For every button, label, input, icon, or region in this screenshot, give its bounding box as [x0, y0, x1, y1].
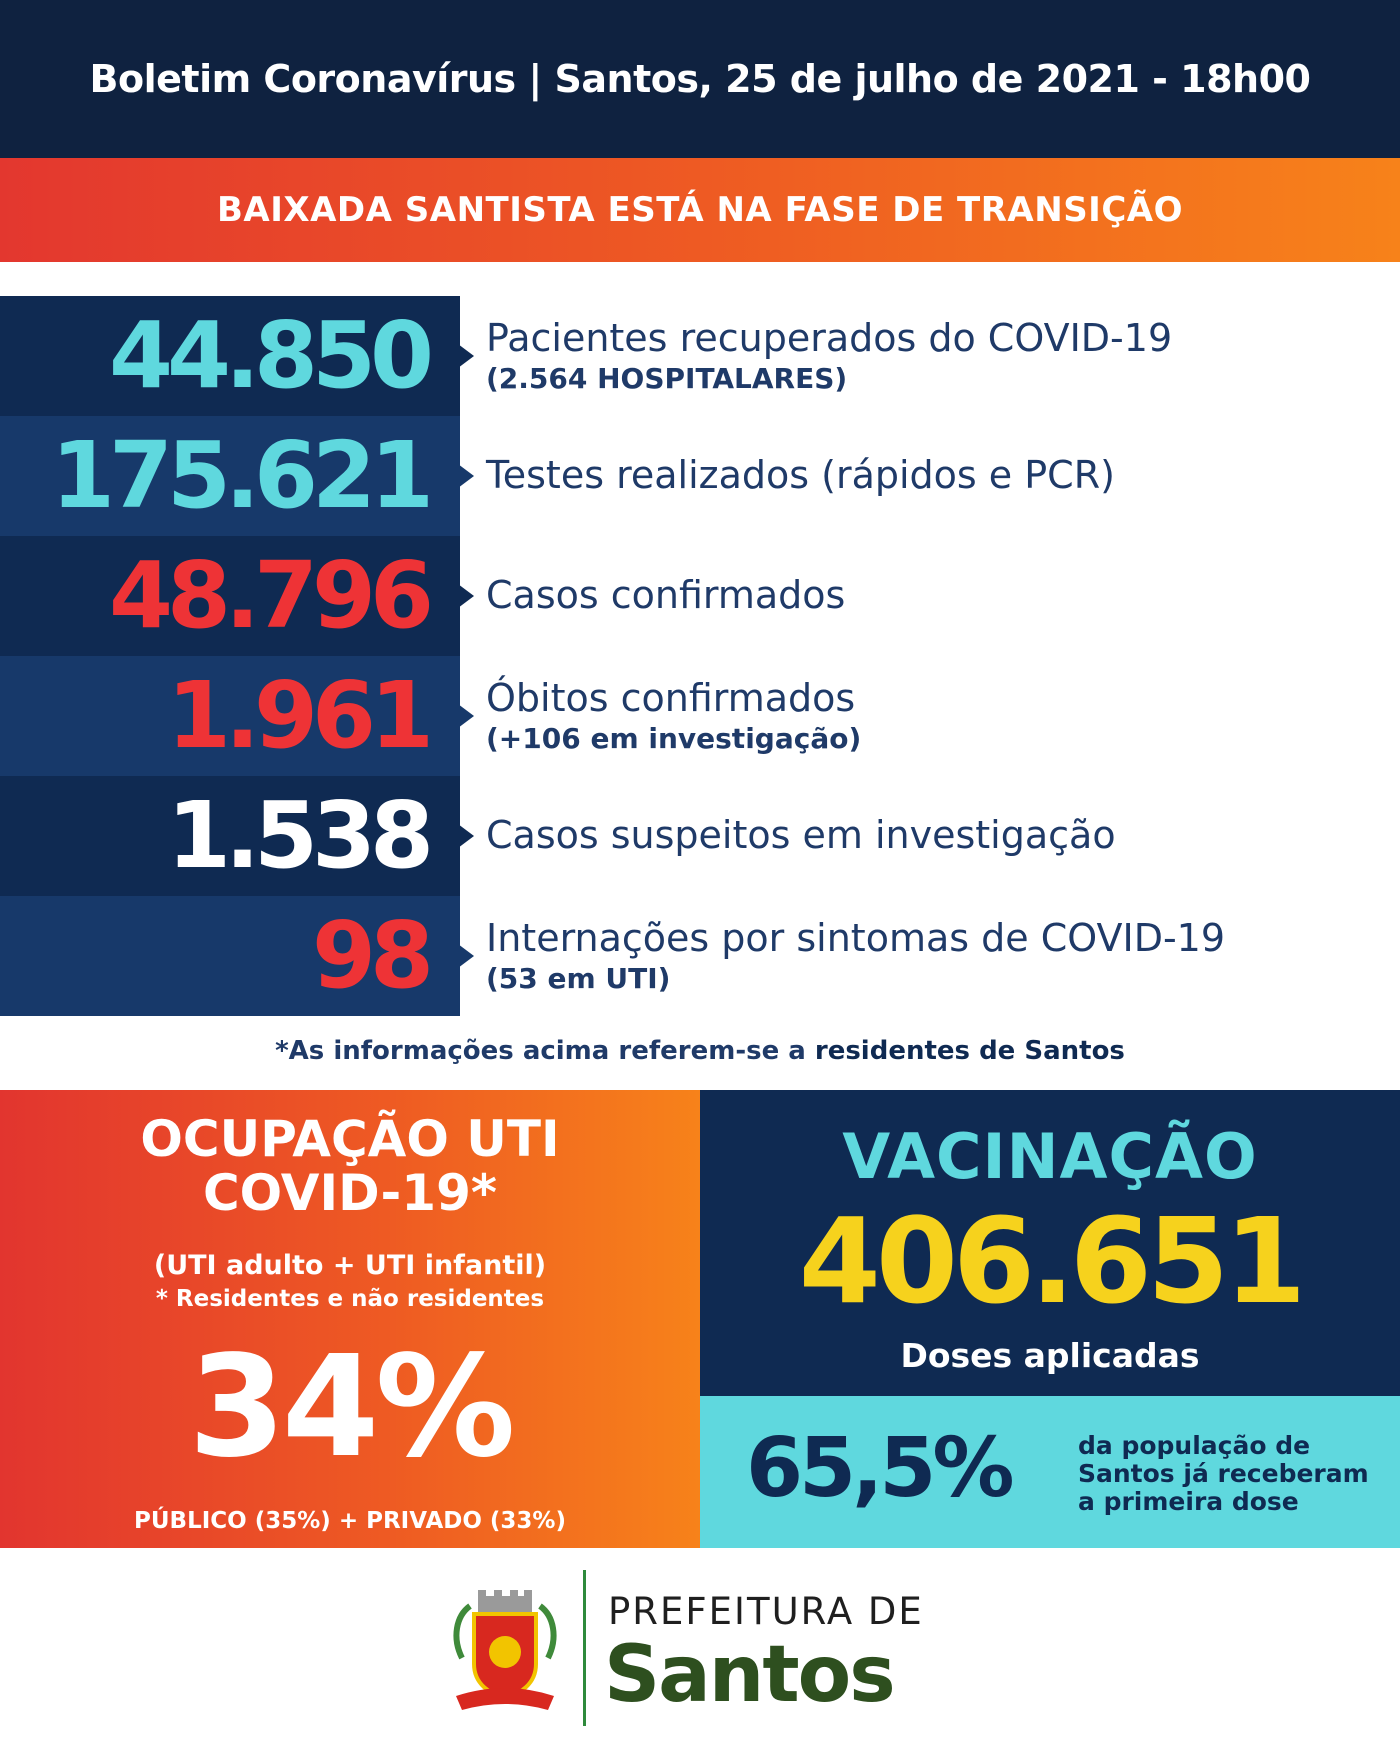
stat-value-recovered: 44.850 — [108, 302, 428, 409]
icu-note: * Residentes e não residentes — [155, 1286, 545, 1312]
icu-breakdown: PÚBLICO (35%) + PRIVADO (33%) — [134, 1508, 566, 1534]
first-dose-percent: 65,5% — [746, 1421, 1011, 1516]
icu-percent: 34% — [188, 1326, 512, 1489]
stat-label-hospitalized: Internações por sintomas de COVID-19 — [486, 915, 1226, 960]
stat-sub-deaths: (+106 em investigação) — [486, 722, 862, 756]
stat-row-deaths — [0, 656, 1400, 776]
stat-value-suspected: 1.538 — [166, 782, 428, 889]
stat-value-hospitalized: 98 — [311, 902, 428, 1009]
stat-label-tests: Testes realizados (rápidos e PCR) — [486, 453, 1115, 498]
stat-number-box — [0, 896, 460, 1016]
footer-line1: PREFEITURA DE — [608, 1590, 924, 1633]
icu-title-line2: COVID-19* — [202, 1164, 498, 1222]
stat-label-box — [486, 296, 1172, 416]
phase-banner-text: BAIXADA SANTISTA ESTÁ NA FASE DE TRANSIÇÃO — [216, 190, 1183, 230]
stat-number-box — [0, 416, 460, 536]
footer — [0, 1548, 1400, 1750]
stat-value-confirmed: 48.796 — [108, 542, 428, 649]
stat-row-recovered — [0, 296, 1400, 416]
footer-line2: Santos — [604, 1630, 894, 1720]
pointer-arrow-icon — [458, 584, 474, 608]
pointer-arrow-icon — [458, 704, 474, 728]
stat-row-hospitalized — [0, 896, 1400, 1016]
icu-title-line1: OCUPAÇÃO UTI — [140, 1110, 560, 1168]
vaccination-panel — [700, 1090, 1400, 1396]
stat-label-deaths: Óbitos confirmados — [486, 675, 856, 720]
stat-row-confirmed — [0, 536, 1400, 656]
header-bar — [0, 0, 1400, 158]
stat-label-confirmed: Casos confirmados — [486, 573, 846, 618]
first-dose-text: da população de Santos já receberam a primeira dose — [1078, 1431, 1369, 1516]
residents-note — [0, 1036, 1400, 1066]
residents-note-text: *As informações acima referem-se a — [275, 1036, 815, 1066]
pointer-arrow-icon — [458, 344, 474, 368]
stat-sub-hospitalized: (53 em UTI) — [486, 962, 671, 996]
footer-divider — [583, 1570, 586, 1726]
stat-row-tests — [0, 416, 1400, 536]
stat-label-recovered: Pacientes recuperados do COVID-19 — [486, 315, 1173, 360]
icu-title — [0, 1112, 700, 1220]
bulletin-title: Boletim Coronavírus | Santos, 25 de julho de 2021 - 18h00 — [89, 57, 1311, 101]
vaccination-title: VACINAÇÃO — [842, 1120, 1258, 1193]
stat-number-box — [0, 776, 460, 896]
first-dose-panel — [700, 1396, 1400, 1548]
stat-value-tests: 175.621 — [50, 422, 428, 529]
stat-sub-recovered: (2.564 HOSPITALARES) — [486, 362, 848, 396]
stat-label-box — [486, 896, 1225, 1016]
stat-row-suspected — [0, 776, 1400, 896]
vaccination-doses: 406.651 — [798, 1192, 1302, 1330]
vaccination-doses-label: Doses aplicadas — [900, 1336, 1200, 1375]
stat-label-box — [486, 656, 861, 776]
stats-panel — [0, 296, 1400, 1016]
icu-subtitle: (UTI adulto + UTI infantil) — [153, 1250, 547, 1281]
stat-label-suspected: Casos suspeitos em investigação — [486, 813, 1116, 858]
pointer-arrow-icon — [458, 824, 474, 848]
stat-number-box — [0, 536, 460, 656]
stat-label-box — [486, 416, 1115, 536]
stat-label-box — [486, 536, 845, 656]
icu-occupancy-panel — [0, 1090, 700, 1548]
stat-number-box — [0, 656, 460, 776]
residents-note-bold: residentes de Santos — [814, 1036, 1125, 1066]
santos-crest-icon — [448, 1588, 562, 1716]
stat-value-deaths: 1.961 — [166, 662, 428, 769]
pointer-arrow-icon — [458, 944, 474, 968]
stat-label-box — [486, 776, 1116, 896]
pointer-arrow-icon — [458, 464, 474, 488]
phase-banner — [0, 158, 1400, 262]
stat-number-box — [0, 296, 460, 416]
